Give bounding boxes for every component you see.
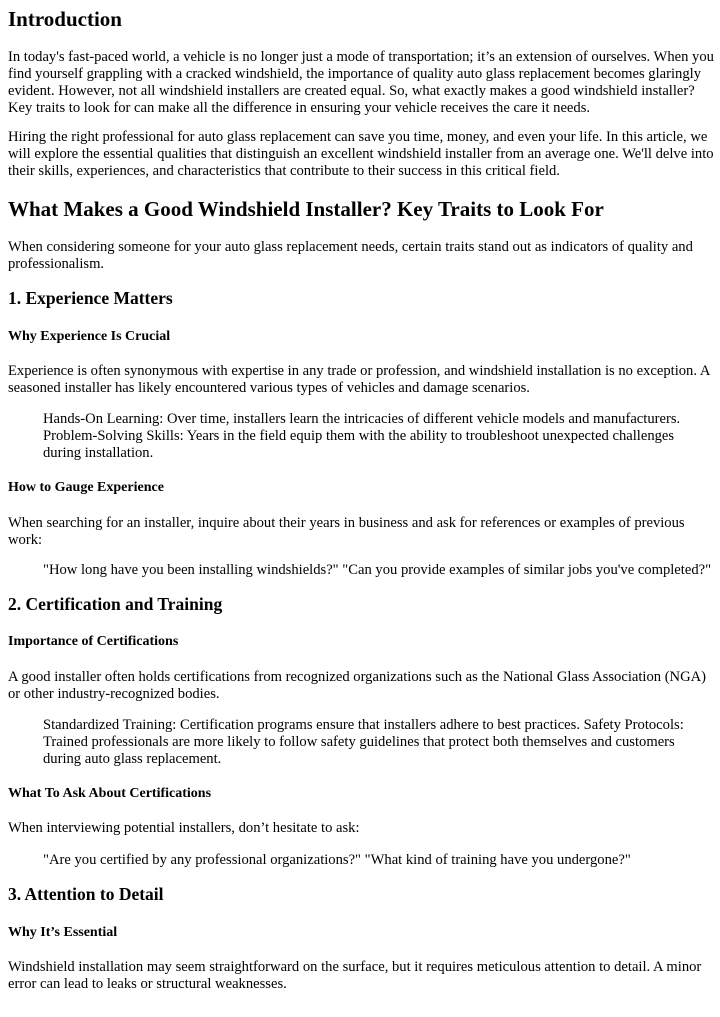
certification-list: Standardized Training: Certification programs ensure that installers adhere to best practices. Safety Protocols: Trained professionals are more likely to follow safety guidelines that protect both themselves and customers during auto glass replacement.: [43, 717, 684, 767]
experience-paragraph: Experience is often synonymous with expertise in any trade or profession, and windshield installation is no exception. A seasoned installer has likely encountered various types of vehicles and damage scenarios.: [8, 363, 710, 396]
subheading-ask-certifications: What To Ask About Certifications: [8, 786, 212, 801]
intro-paragraph-1: In today's fast-paced world, a vehicle is no longer just a mode of transportation; it’s an extension of ourselves. When you find yourself grappling with a cracked windshield, the importance of quality auto glass replacement becomes glaringly evident. However, not all windshield installers are created equal. So, what exactly makes a good windshield installer? Key traits to look for can make all the difference in ensuring your vehicle receives the care it needs.: [8, 49, 714, 116]
attention-paragraph: Windshield installation may seem straightforward on the surface, but it requires meticulous attention to detail. A minor error can lead to leaks or structural weaknesses.: [8, 959, 702, 992]
heading-introduction: Introduction: [8, 7, 122, 31]
intro-paragraph-2: Hiring the right professional for auto glass replacement can save you time, money, and even your life. In this article, we will explore the essential qualities that distinguish an excellent windshield installer from an average one. We'll delve into their skills, experiences, and characteristics that contribute to their success in this critical field.: [8, 129, 714, 179]
heading-certification: 2. Certification and Training: [8, 594, 223, 614]
heading-attention: 3. Attention to Detail: [8, 884, 164, 904]
subheading-why-experience: Why Experience Is Crucial: [8, 329, 171, 344]
subheading-why-essential: Why It’s Essential: [8, 925, 118, 940]
subheading-importance-certifications: Importance of Certifications: [8, 634, 179, 649]
heading-experience: 1. Experience Matters: [8, 288, 173, 308]
ask-paragraph: When interviewing potential installers, don’t hesitate to ask:: [8, 820, 360, 836]
gauge-questions: "How long have you been installing windshields?" "Can you provide examples of similar jobs you've completed?": [43, 562, 712, 578]
subheading-gauge-experience: How to Gauge Experience: [8, 480, 164, 495]
experience-list: Hands-On Learning: Over time, installers learn the intricacies of different vehicle models and manufacturers. Problem-Solving Skills: Years in the field equip them with the ability to troubleshoot unexpected challenges during installation.: [43, 411, 681, 461]
certification-paragraph: A good installer often holds certifications from recognized organizations such as the National Glass Association (NGA) or other industry-recognized bodies.: [8, 669, 707, 702]
heading-main: What Makes a Good Windshield Installer? Key Traits to Look For: [8, 197, 604, 221]
gauge-paragraph: When searching for an installer, inquire about their years in business and ask for references or examples of previous work:: [8, 515, 685, 548]
ask-questions: "Are you certified by any professional organizations?" "What kind of training have you undergone?": [43, 852, 631, 868]
main-paragraph: When considering someone for your auto glass replacement needs, certain traits stand out as indicators of quality and professionalism.: [8, 239, 693, 272]
